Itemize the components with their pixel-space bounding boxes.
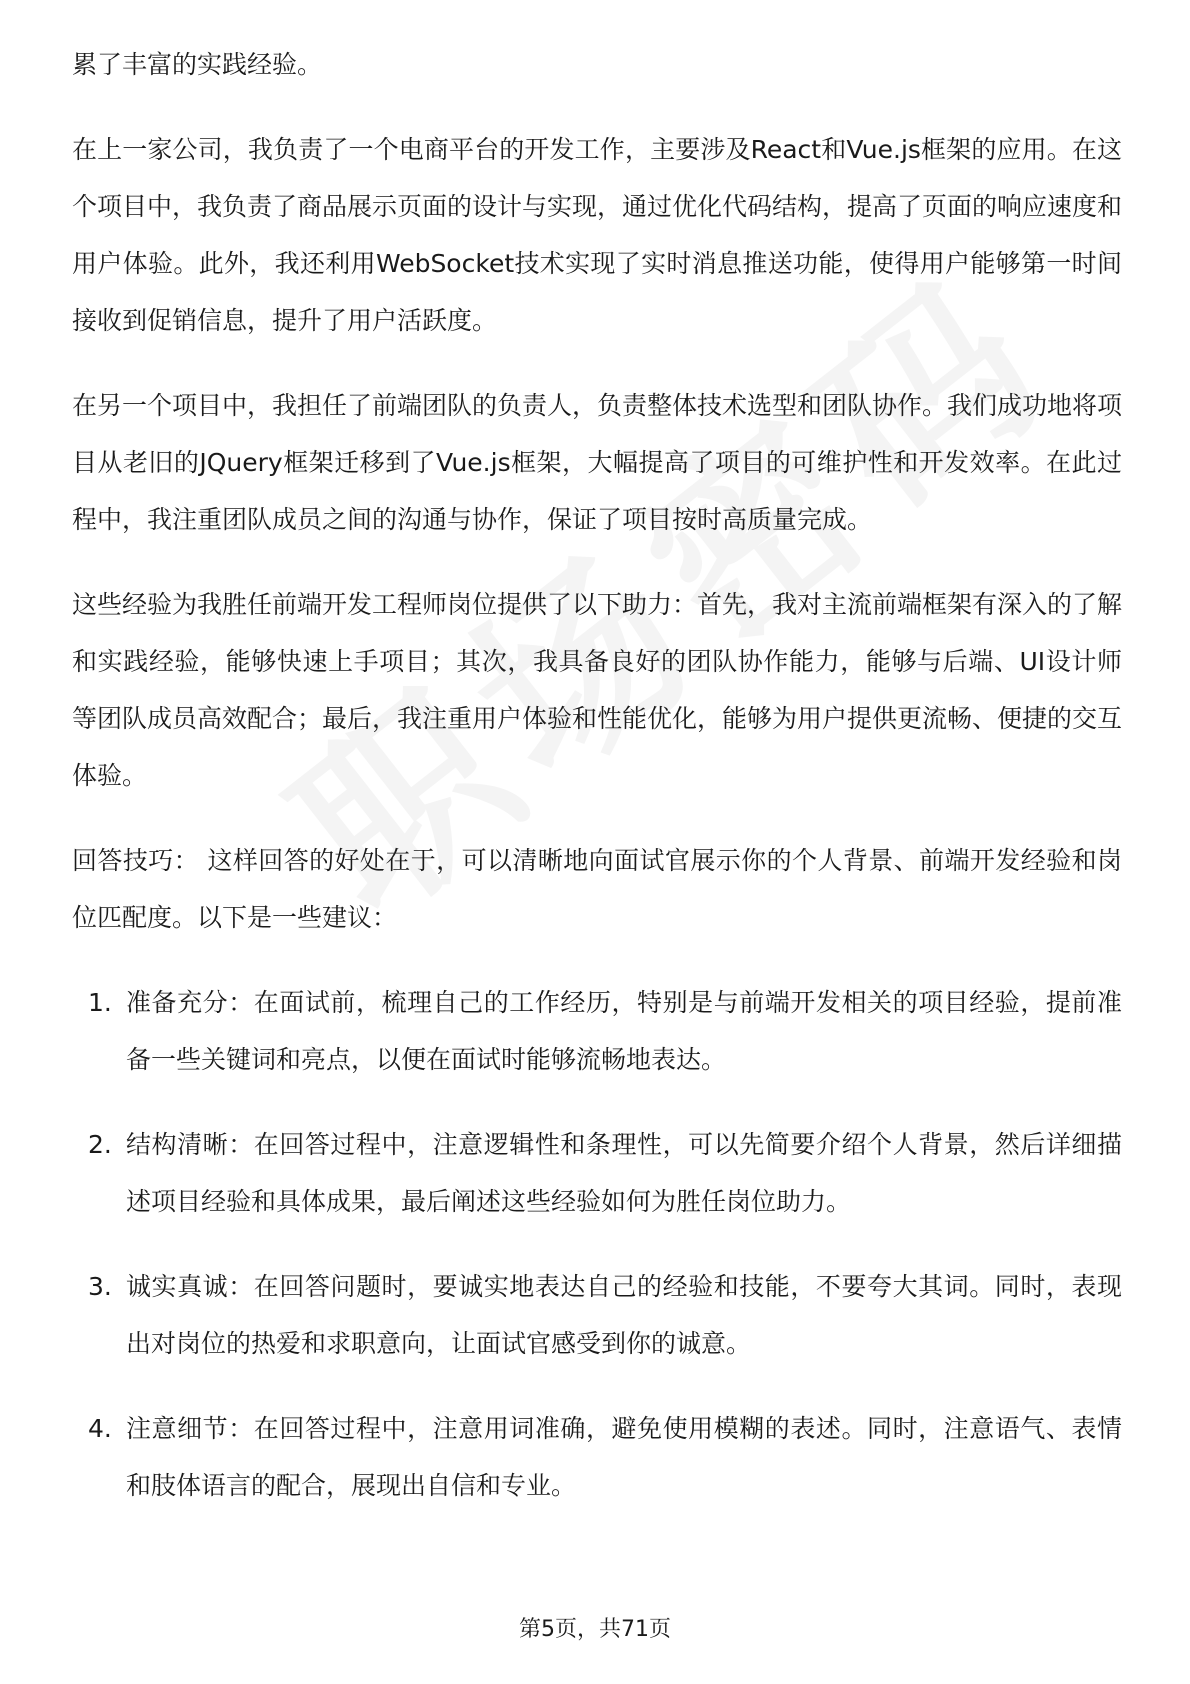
list-item: [72, 1258, 1122, 1372]
list-item: [72, 974, 1122, 1088]
list-item: [72, 1116, 1122, 1230]
list-item-number: 3.: [88, 1272, 112, 1301]
paragraph-team-lead-project: 在另一个项目中，我担任了前端团队的负责人，负责整体技术选型和团队协作。我们成功地将项目从老旧的JQuery框架迁移到了Vue.js框架，大幅提高了项目的可维护性和开发效率。在此过程中，我注重团队成员之间的沟通与协作，保证了项目按时高质量完成。: [72, 391, 1123, 534]
list-item-number: 2.: [88, 1130, 112, 1159]
list-item-text: 结构清晰：在回答过程中，注意逻辑性和条理性，可以先简要介绍个人背景，然后详细描述项目经验和具体成果，最后阐述这些经验如何为胜任岗位助力。: [126, 1130, 1122, 1216]
document-body: [72, 36, 1122, 1542]
list-item-number: 4.: [88, 1414, 112, 1443]
list-item-text: 准备充分：在面试前，梳理自己的工作经历，特别是与前端开发相关的项目经验，提前准备一些关键词和亮点，以便在面试时能够流畅地表达。: [126, 988, 1122, 1074]
paragraph-continuation: 累了丰富的实践经验。: [72, 50, 323, 79]
tips-list: [72, 974, 1122, 1514]
paragraph-experience-benefits: 这些经验为我胜任前端开发工程师岗位提供了以下助力：首先，我对主流前端框架有深入的了解和实践经验，能够快速上手项目；其次，我具备良好的团队协作能力，能够与后端、UI设计师等团队成员高效配合；最后，我注重用户体验和性能优化，能够为用户提供更流畅、便捷的交互体验。: [72, 590, 1123, 790]
paragraph-ecommerce-project: 在上一家公司，我负责了一个电商平台的开发工作，主要涉及React和Vue.js框架的应用。在这个项目中，我负责了商品展示页面的设计与实现，通过优化代码结构，提高了页面的响应速度和用户体验。此外，我还利用WebSocket技术实现了实时消息推送功能，使得用户能够第一时间接收到促销信息，提升了用户活跃度。: [72, 135, 1123, 335]
page-footer: 第5页，共71页: [519, 1617, 671, 1642]
list-item: [72, 1400, 1122, 1514]
list-item-number: 1.: [88, 988, 112, 1017]
list-item-text: 注意细节：在回答过程中，注意用词准确，避免使用模糊的表述。同时，注意语气、表情和肢体语言的配合，展现出自信和专业。: [126, 1414, 1122, 1500]
paragraph-answer-tips-intro: 回答技巧： 这样回答的好处在于，可以清晰地向面试官展示你的个人背景、前端开发经验和岗位匹配度。以下是一些建议：: [72, 846, 1122, 932]
list-item-text: 诚实真诚：在回答问题时，要诚实地表达自己的经验和技能，不要夸大其词。同时，表现出对岗位的热爱和求职意向，让面试官感受到你的诚意。: [126, 1272, 1122, 1358]
